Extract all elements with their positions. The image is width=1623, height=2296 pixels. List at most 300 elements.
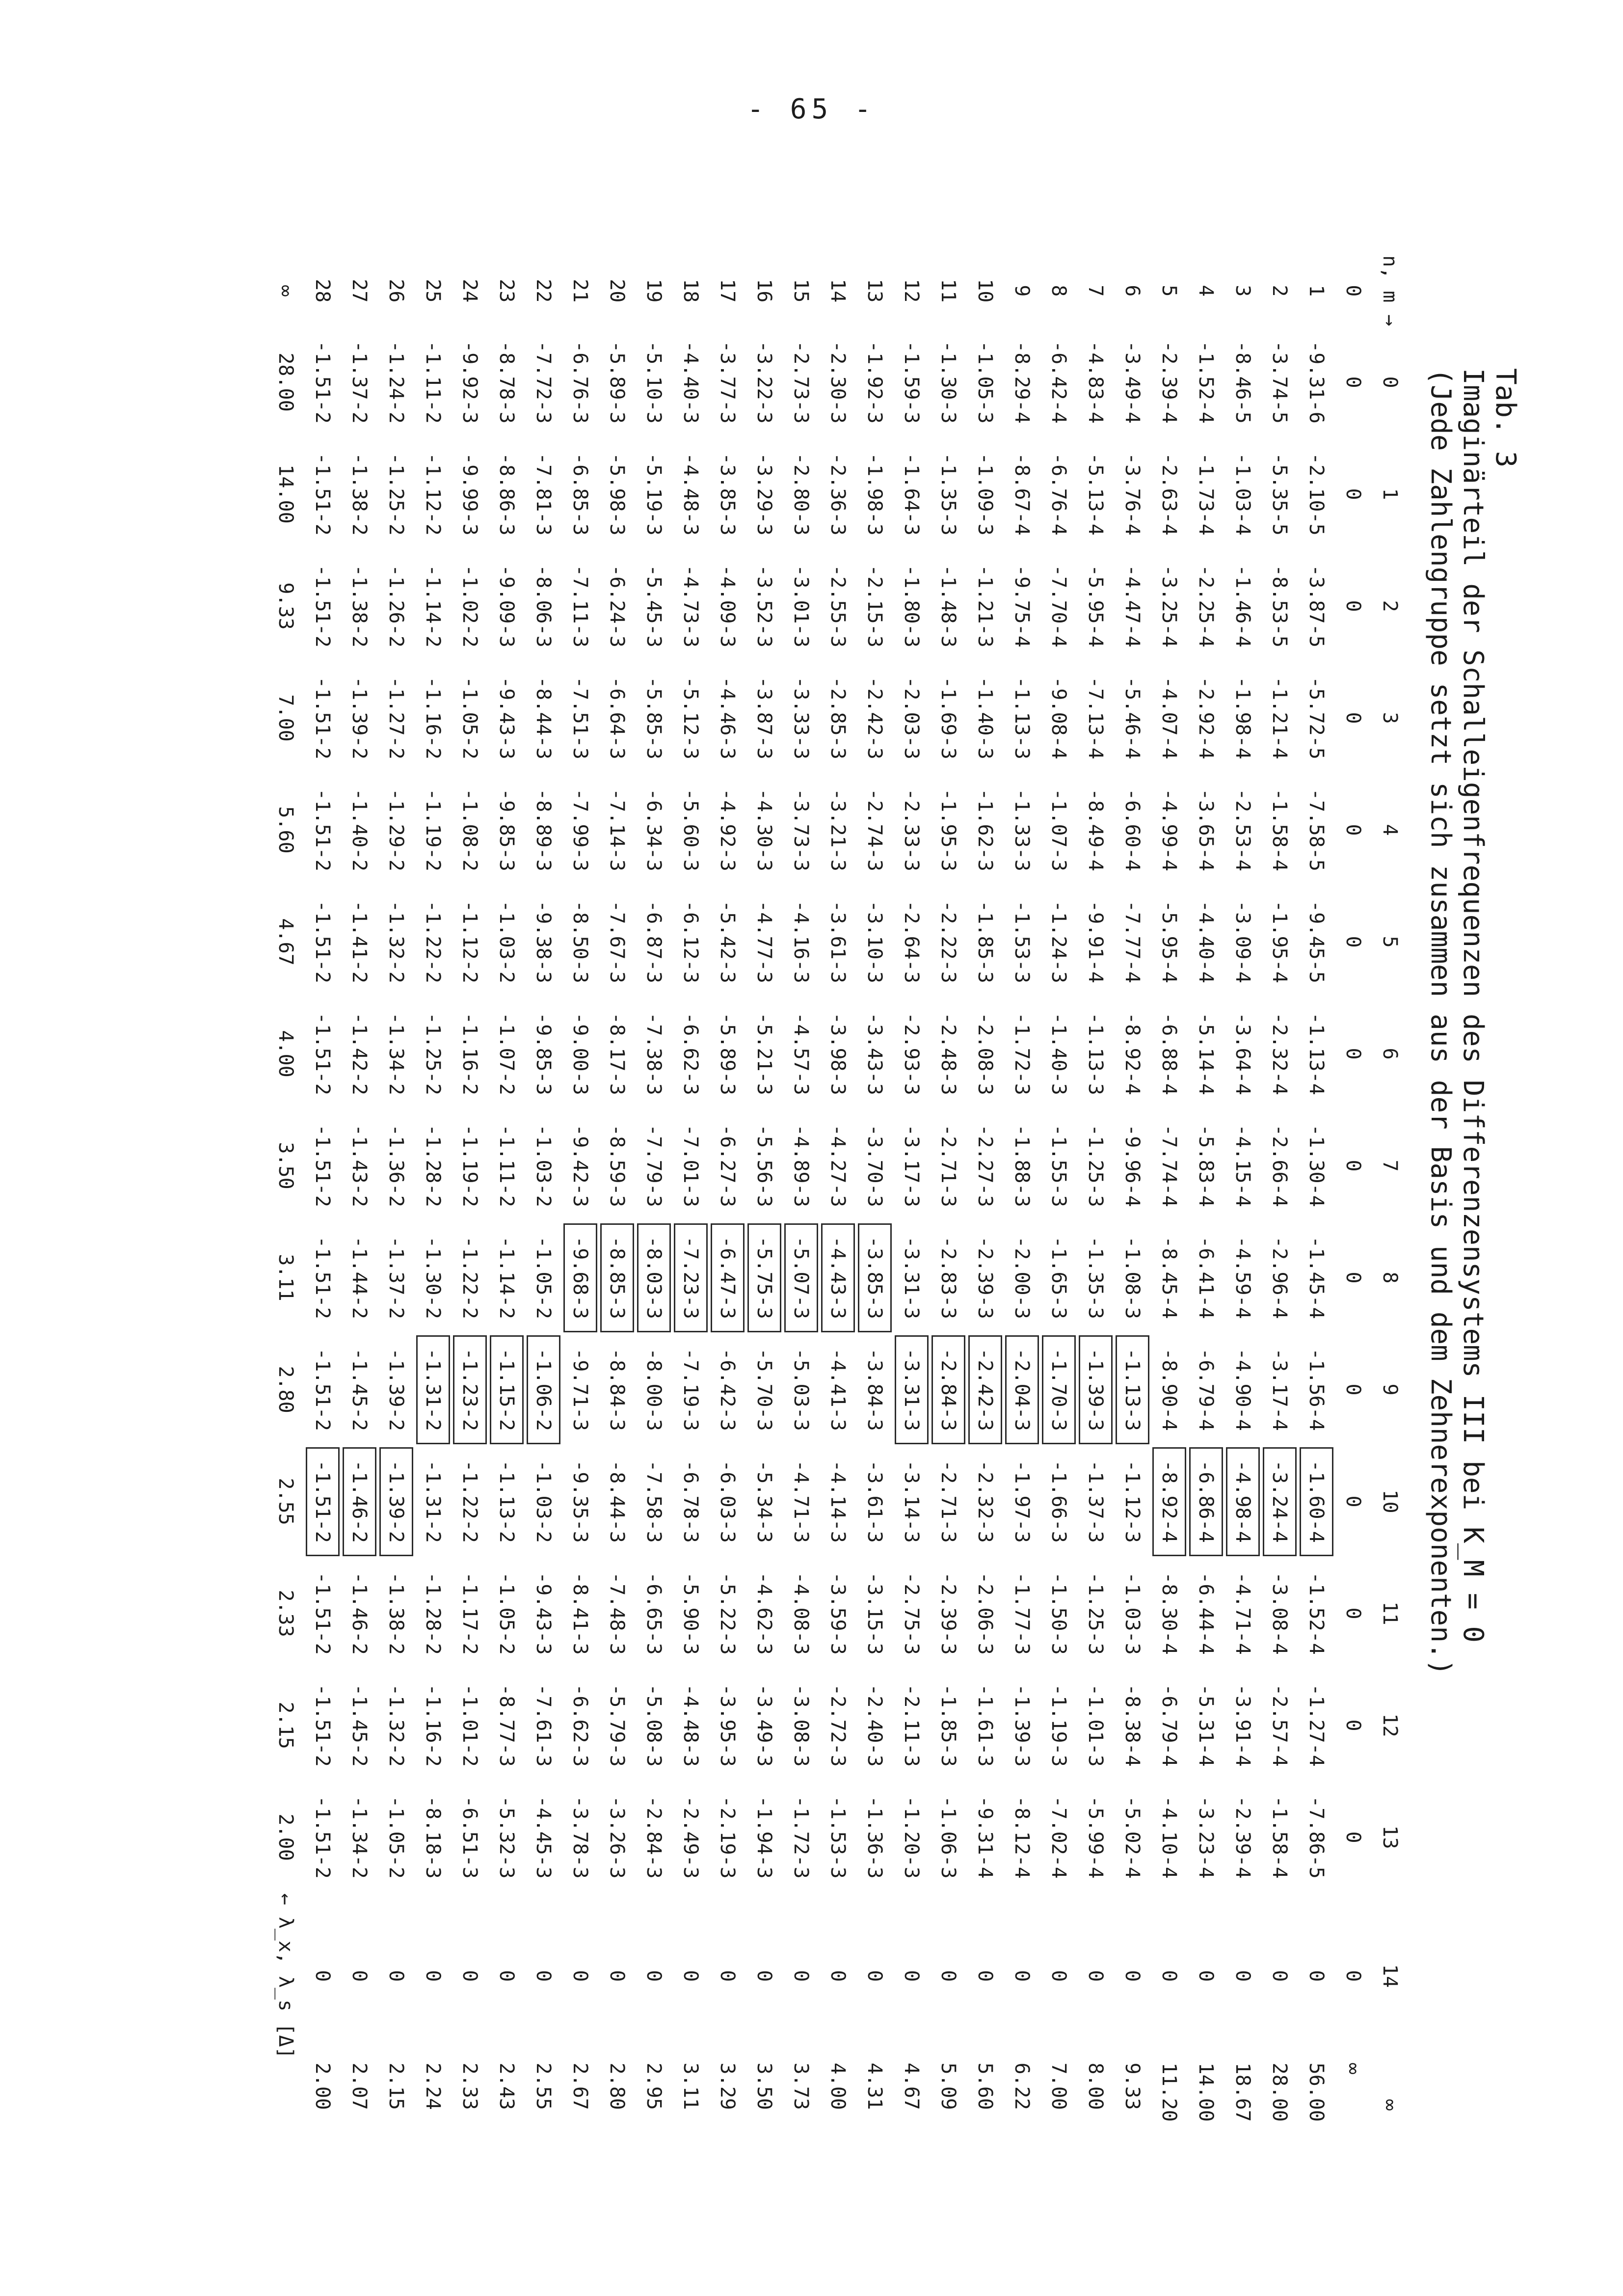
table-cell: -1.30-2	[422, 1236, 445, 1319]
table-cell: 0	[311, 1970, 334, 1982]
table-cell: -6.60-4	[1121, 788, 1144, 871]
row-index: 18	[679, 279, 702, 303]
table-cell: -1.37-2	[385, 1236, 408, 1319]
table-cell: -3.14-3	[900, 1460, 923, 1543]
table-cell: -6.51-3	[458, 1796, 481, 1879]
table-cell: -2.63-4	[1158, 453, 1181, 536]
table-cell: -4.62-3	[753, 1572, 776, 1655]
table-cell: -1.38-2	[348, 565, 371, 648]
row-lambda-value: 2.55	[532, 2062, 555, 2110]
table-cell: -9.31-6	[1305, 341, 1328, 424]
row-index: 8	[1047, 285, 1070, 297]
table-cell: -3.87-3	[753, 676, 776, 759]
table-cell: -3.61-3	[863, 1460, 886, 1543]
table-cell: -9.92-3	[458, 341, 481, 424]
table-cell: -6.41-4	[1195, 1236, 1218, 1319]
table-cell: 0	[385, 1970, 408, 1982]
table-cell: -4.90-4	[1231, 1348, 1254, 1431]
row-index: 17	[716, 279, 739, 303]
table-cell: -1.38-2	[385, 1572, 408, 1655]
table-cell: -1.31-2	[422, 1460, 445, 1543]
table-cell: 0	[1342, 1719, 1365, 1731]
table-cell: -8.46-5	[1231, 341, 1254, 424]
row-lambda-value: 4.00	[826, 2062, 850, 2110]
row-index: 11	[937, 279, 960, 303]
bottom-lambda-value: 2.00	[274, 1813, 297, 1861]
table-cell: -1.39-2	[385, 1348, 408, 1431]
table-cell: -7.02-4	[1047, 1796, 1070, 1879]
table-cell: 0	[790, 1970, 813, 1982]
table-cell: -1.51-2	[311, 565, 334, 648]
column-header: 10	[1379, 1489, 1402, 1513]
table-cell: -3.91-4	[1231, 1684, 1254, 1767]
table-cell: -6.85-3	[569, 453, 592, 536]
table-cell: -4.48-3	[679, 453, 702, 536]
table-cell: -1.85-3	[937, 1684, 960, 1767]
table-cell: -1.51-2	[311, 1684, 334, 1767]
table-cell: -1.94-3	[753, 1796, 776, 1879]
table-row	[856, 255, 893, 2151]
table-cell: -1.51-2	[311, 1572, 334, 1655]
table-cell: -7.74-4	[1158, 1124, 1181, 1207]
table-cell: 0	[422, 1970, 445, 1982]
table-row	[1004, 255, 1040, 2151]
table-cell: -1.03-2	[532, 1460, 555, 1543]
row-lambda-value: 4.31	[863, 2062, 886, 2110]
table-cell: -1.50-3	[1047, 1572, 1070, 1655]
table-cell: -1.25-2	[385, 453, 408, 536]
table-cell: 0	[679, 1970, 702, 1982]
table-cell: -8.44-3	[532, 676, 555, 759]
column-header: 5	[1379, 936, 1402, 948]
table-cell: -9.43-3	[532, 1572, 555, 1655]
table-cell: -4.10-4	[1158, 1796, 1181, 1879]
table-cell: -1.29-2	[385, 788, 408, 871]
table-cell: -4.46-3	[716, 676, 739, 759]
table-cell: -7.79-3	[642, 1124, 665, 1207]
table-cell: -1.56-4	[1305, 1348, 1328, 1431]
table-cell: -4.77-3	[753, 900, 776, 983]
table-cell: -1.51-2	[311, 676, 334, 759]
table-row	[930, 255, 967, 2151]
table-cell: -1.25-3	[1084, 1572, 1107, 1655]
table-cell: -1.20-3	[900, 1796, 923, 1879]
table-cell: -1.13-4	[1305, 1012, 1328, 1095]
row-lambda-value: 2.24	[422, 2062, 445, 2110]
row-index: 3	[1231, 285, 1254, 297]
table-cell: -9.31-4	[974, 1796, 997, 1879]
table-cell: -1.95-3	[937, 788, 960, 871]
table-cell: -1.53-3	[1011, 900, 1034, 983]
table-cell: -1.52-4	[1195, 341, 1218, 424]
table-cell: -4.92-3	[716, 788, 739, 871]
table-cell: -1.45-2	[348, 1348, 371, 1431]
table-cell: -2.84-3	[642, 1796, 665, 1879]
table-cell: -4.47-4	[1121, 565, 1144, 648]
table-cell: -3.76-4	[1121, 453, 1144, 536]
row-lambda-value: 2.07	[348, 2062, 371, 2110]
row-lambda-value: 2.15	[385, 2062, 408, 2110]
table-cell: 0	[900, 1970, 923, 1982]
table-cell: -1.32-2	[385, 900, 408, 983]
table-cell: -3.21-3	[826, 788, 850, 871]
table-cell: -1.51-2	[311, 1012, 334, 1095]
row-lambda-value: 3.50	[753, 2062, 776, 2110]
table-cell: 0	[974, 1970, 997, 1982]
table-cell: -1.16-2	[458, 1012, 481, 1095]
table-cell: -3.61-3	[826, 900, 850, 983]
table-cell: -8.78-3	[495, 341, 518, 424]
table-cell: -1.11-2	[495, 1124, 518, 1207]
table-cell: -1.23-2	[452, 1334, 488, 1446]
table-cell: -9.68-3	[562, 1222, 599, 1334]
table-cell: -6.88-4	[1158, 1012, 1181, 1095]
table-cell: -9.96-4	[1121, 1124, 1144, 1207]
table-cell: -7.77-4	[1121, 900, 1144, 983]
table-cell: -8.30-4	[1158, 1572, 1181, 1655]
column-header: 6	[1379, 1048, 1402, 1060]
table-row	[1224, 255, 1261, 2151]
table-cell: -7.13-4	[1084, 676, 1107, 759]
table-cell: -4.41-3	[826, 1348, 850, 1431]
table-cell: -6.62-3	[569, 1684, 592, 1767]
table-cell: -7.81-3	[532, 453, 555, 536]
table-cell: -6.78-3	[679, 1460, 702, 1543]
table-cell: -5.56-3	[753, 1124, 776, 1207]
table-cell: -7.70-4	[1047, 565, 1070, 648]
table-cell: -1.72-3	[1011, 1012, 1034, 1095]
table-cell: 0	[1342, 488, 1365, 500]
table-cell: -1.03-2	[495, 900, 518, 983]
table-caption-line1: Imaginärteil der Schalleigenfrequenzen des Differenzensystems III bei K_M = 0	[1457, 368, 1489, 1643]
table-cell: -6.87-3	[642, 900, 665, 983]
table-cell: -7.14-3	[606, 788, 629, 871]
table-cell: -4.57-3	[790, 1012, 813, 1095]
table-cell: -2.32-3	[974, 1460, 997, 1543]
eigenfrequency-table	[267, 255, 1409, 2151]
table-cell: -3.10-3	[863, 900, 886, 983]
table-cell: -1.35-3	[1084, 1236, 1107, 1319]
table-cell: -7.58-3	[642, 1460, 665, 1543]
table-cell: -1.95-4	[1268, 900, 1291, 983]
table-cell: -7.11-3	[569, 565, 592, 648]
bottom-lambda-value: 28.00	[274, 352, 297, 412]
table-cell: -1.07-3	[1047, 788, 1070, 871]
table-cell: -4.43-3	[820, 1222, 856, 1334]
table-cell: -3.29-3	[753, 453, 776, 536]
table-cell: -5.95-4	[1158, 900, 1181, 983]
row-lambda-value: ∞	[1342, 2062, 1365, 2075]
row-index: 27	[348, 279, 371, 303]
table-cell: -1.40-3	[974, 676, 997, 759]
table-cell: -2.71-3	[937, 1460, 960, 1543]
table-cell: -2.22-3	[937, 900, 960, 983]
table-cell: -5.98-3	[606, 453, 629, 536]
table-cell: -1.37-3	[1084, 1460, 1107, 1543]
table-cell: -3.73-3	[790, 788, 813, 871]
table-cell: -1.34-2	[348, 1796, 371, 1879]
table-cell: -6.24-3	[606, 565, 629, 648]
table-cell: -1.28-2	[422, 1124, 445, 1207]
table-cell: -1.61-3	[974, 1684, 997, 1767]
row-index: 28	[311, 279, 334, 303]
table-cell: -2.55-3	[826, 565, 850, 648]
table-row	[488, 255, 525, 2151]
table-cell: -9.38-3	[532, 900, 555, 983]
bottom-lambda-value: 7.00	[274, 694, 297, 742]
row-lambda-value: 8.00	[1084, 2062, 1107, 2110]
table-cell: -6.47-3	[709, 1222, 746, 1334]
table-cell: 0	[1121, 1970, 1144, 1982]
table-cell: -1.51-2	[311, 1236, 334, 1319]
table-cell: -1.51-2	[311, 900, 334, 983]
table-cell: -8.84-3	[606, 1348, 629, 1431]
table-cell: 0	[1342, 376, 1365, 388]
table-cell: -4.15-4	[1231, 1124, 1254, 1207]
table-row	[1114, 255, 1151, 2151]
table-cell: -1.39-3	[1011, 1684, 1034, 1767]
table-cell: -1.73-4	[1195, 453, 1218, 536]
table-cell: -5.85-3	[642, 676, 665, 759]
table-cell: -1.98-3	[863, 453, 886, 536]
table-cell: -2.39-4	[1158, 341, 1181, 424]
table-cell: -8.00-3	[642, 1348, 665, 1431]
page-number: - 65 -	[747, 93, 876, 125]
table-cell: -3.09-4	[1231, 900, 1254, 983]
table-cell: -1.51-2	[311, 788, 334, 871]
table-cell: -5.10-3	[642, 341, 665, 424]
table-cell: 0	[1342, 1160, 1365, 1172]
table-cell: 0	[642, 1970, 665, 1982]
row-index: 13	[863, 279, 886, 303]
table-row	[746, 255, 783, 2151]
bottom-lambda-value: 4.00	[274, 1030, 297, 1078]
table-cell: -1.65-3	[1047, 1236, 1070, 1319]
table-cell: -2.32-4	[1268, 1012, 1291, 1095]
table-cell: -1.85-3	[974, 900, 997, 983]
table-cell: -7.99-3	[569, 788, 592, 871]
table-cell: -4.98-4	[1224, 1446, 1261, 1558]
table-cell: -1.28-2	[422, 1572, 445, 1655]
table-cell: -1.42-2	[348, 1012, 371, 1095]
table-cell: -7.67-3	[606, 900, 629, 983]
table-cell: -3.22-3	[753, 341, 776, 424]
table-row	[709, 255, 746, 2151]
table-cell: -1.70-3	[1040, 1334, 1077, 1446]
table-caption-line2: (Jede Zahlengruppe setzt sich zusammen aus der Basis und dem Zehnerexponenten.)	[1425, 368, 1457, 1676]
table-cell: -6.64-3	[606, 676, 629, 759]
table-row	[378, 255, 415, 2151]
table-cell: -3.77-3	[716, 341, 739, 424]
table-cell: -3.08-3	[790, 1684, 813, 1767]
table-cell: -8.17-3	[606, 1012, 629, 1095]
table-cell: -1.98-4	[1231, 676, 1254, 759]
table-cell: -9.85-3	[532, 1012, 555, 1095]
table-cell: -3.64-4	[1231, 1012, 1254, 1095]
table-cell: -1.92-3	[863, 341, 886, 424]
table-cell: -5.60-3	[679, 788, 702, 871]
table-cell: -5.72-5	[1305, 676, 1328, 759]
column-header: 1	[1379, 488, 1402, 500]
table-cell: 0	[1342, 1271, 1365, 1284]
table-cell: -1.37-2	[348, 341, 371, 424]
table-cell: -3.26-3	[606, 1796, 629, 1879]
table-row	[1151, 255, 1188, 2151]
table-row	[820, 255, 856, 2151]
table-cell: -3.17-3	[900, 1124, 923, 1207]
table-cell: -1.51-2	[311, 453, 334, 536]
table-cell: -1.55-3	[1047, 1124, 1070, 1207]
table-cell: -5.02-4	[1121, 1796, 1144, 1879]
table-cell: 0	[348, 1970, 371, 1982]
table-cell: -1.32-2	[385, 1684, 408, 1767]
table-cell: -5.42-3	[716, 900, 739, 983]
table-row	[341, 255, 378, 2151]
table-cell: -8.85-3	[599, 1222, 636, 1334]
table-cell: -2.75-3	[900, 1572, 923, 1655]
column-header: 12	[1379, 1713, 1402, 1737]
table-cell: 0	[753, 1970, 776, 1982]
row-lambda-value: 4.67	[900, 2062, 923, 2110]
table-cell: -1.16-2	[422, 676, 445, 759]
table-cell: -8.18-3	[422, 1796, 445, 1879]
table-cell: -8.12-4	[1011, 1796, 1034, 1879]
table-cell: -1.38-2	[348, 453, 371, 536]
table-cell: -4.48-3	[679, 1684, 702, 1767]
row-lambda-value: 56.00	[1305, 2062, 1328, 2122]
table-cell: -6.79-4	[1158, 1684, 1181, 1767]
table-cell: -5.99-4	[1084, 1796, 1107, 1879]
table-cell: -1.60-4	[1298, 1446, 1335, 1558]
table-cell: -3.74-5	[1268, 341, 1291, 424]
table-cell: -1.53-3	[826, 1796, 850, 1879]
table-cell: -1.39-3	[1077, 1334, 1114, 1446]
table-cell: -5.35-5	[1268, 453, 1291, 536]
table-cell: -8.29-4	[1011, 341, 1034, 424]
table-cell: -3.98-3	[826, 1012, 850, 1095]
table-cell: -8.44-3	[606, 1460, 629, 1543]
row-index: 22	[532, 279, 555, 303]
table-cell: -1.48-3	[937, 565, 960, 648]
table-cell: -2.15-3	[863, 565, 886, 648]
table-cell: -6.34-3	[642, 788, 665, 871]
table-cell: -1.11-2	[422, 341, 445, 424]
bottom-lambda-value: 2.80	[274, 1366, 297, 1413]
bottom-lambda-value: 14.00	[274, 464, 297, 524]
table-cell: -1.35-3	[937, 453, 960, 536]
table-cell: -1.36-2	[385, 1124, 408, 1207]
table-cell: -1.22-2	[458, 1236, 481, 1319]
table-cell: -2.84-3	[930, 1334, 967, 1446]
table-cell: -5.08-3	[642, 1684, 665, 1767]
table-cell: -5.32-3	[495, 1796, 518, 1879]
table-cell: -2.92-4	[1195, 676, 1218, 759]
row-lambda-value: 18.67	[1231, 2062, 1254, 2122]
table-cell: -1.25-2	[422, 1012, 445, 1095]
table-cell: -4.83-4	[1084, 341, 1107, 424]
table-cell: -8.59-3	[606, 1124, 629, 1207]
table-row	[893, 255, 930, 2151]
table-row	[783, 255, 820, 2151]
table-cell: -8.41-3	[569, 1572, 592, 1655]
table-cell: -2.27-3	[974, 1124, 997, 1207]
table-cell: -1.27-2	[385, 676, 408, 759]
table-cell: -2.93-3	[900, 1012, 923, 1095]
table-cell: -1.41-2	[348, 900, 371, 983]
table-cell: -3.49-3	[753, 1684, 776, 1767]
table-cell: -9.42-3	[569, 1124, 592, 1207]
table-cell: -1.97-3	[1011, 1460, 1034, 1543]
table-cell: -5.83-4	[1195, 1124, 1218, 1207]
table-cell: -8.38-4	[1121, 1684, 1144, 1767]
row-lambda-value: 28.00	[1268, 2062, 1291, 2122]
table-cell: -5.22-3	[716, 1572, 739, 1655]
table-cell: -1.06-2	[525, 1334, 562, 1446]
table-cell: 0	[1342, 1970, 1365, 1982]
table-cell: -3.31-3	[893, 1334, 930, 1446]
bottom-lambda-value: 2.15	[274, 1702, 297, 1749]
table-cell: -1.05-2	[458, 676, 481, 759]
row-lambda-value: 9.33	[1121, 2062, 1144, 2110]
row-index: 24	[458, 279, 481, 303]
table-cell: -5.31-4	[1195, 1684, 1218, 1767]
bottom-lambda-value: 3.11	[274, 1254, 297, 1301]
table-cell: -6.42-4	[1047, 341, 1070, 424]
column-header: 11	[1379, 1601, 1402, 1625]
table-cell: -9.43-3	[495, 676, 518, 759]
table-cell: -2.66-4	[1268, 1124, 1291, 1207]
table-cell: -9.91-4	[1084, 900, 1107, 983]
table-cell: 0	[1195, 1970, 1218, 1982]
table-cell: -2.40-3	[863, 1684, 886, 1767]
table-cell: -1.12-2	[458, 900, 481, 983]
column-header: 8	[1379, 1271, 1402, 1284]
bottom-lambda-value: 2.55	[274, 1478, 297, 1525]
table-cell: -4.08-3	[790, 1572, 813, 1655]
table-cell: -1.14-2	[495, 1236, 518, 1319]
table-cell: -8.92-4	[1121, 1012, 1144, 1095]
table-cell: -7.38-3	[642, 1012, 665, 1095]
table-cell: -1.43-2	[348, 1124, 371, 1207]
table-cell: -5.75-3	[746, 1222, 783, 1334]
table-caption-tab: Tab. 3	[1490, 368, 1521, 468]
table-cell: -3.95-3	[716, 1684, 739, 1767]
table-row	[525, 255, 562, 2151]
table-cell: -2.25-4	[1195, 565, 1218, 648]
table-cell: -1.88-3	[1011, 1124, 1034, 1207]
table-cell: -1.39-2	[348, 676, 371, 759]
row-lambda-value: 3.11	[679, 2062, 702, 2110]
table-cell: -2.39-4	[1231, 1796, 1254, 1879]
row-index: 0	[1342, 285, 1365, 297]
row-index: 12	[900, 279, 923, 303]
table-cell: -6.44-4	[1195, 1572, 1218, 1655]
bottom-lambda-value: 9.33	[274, 582, 297, 630]
table-cell: -5.89-3	[716, 1012, 739, 1095]
table-cell: -9.85-3	[495, 788, 518, 871]
row-lambda-value: 3.29	[716, 2062, 739, 2110]
table-cell: 0	[826, 1970, 850, 1982]
table-cell: -1.51-2	[311, 1124, 334, 1207]
table-row	[562, 255, 599, 2151]
table-cell: -1.30-3	[937, 341, 960, 424]
table-cell: -1.22-2	[458, 1460, 481, 1543]
table-cell: -1.25-3	[1084, 1124, 1107, 1207]
table-cell: -9.09-3	[495, 565, 518, 648]
row-index: 4	[1195, 285, 1218, 297]
table-cell: 0	[1305, 1970, 1328, 1982]
table-cell: -2.42-3	[967, 1334, 1004, 1446]
